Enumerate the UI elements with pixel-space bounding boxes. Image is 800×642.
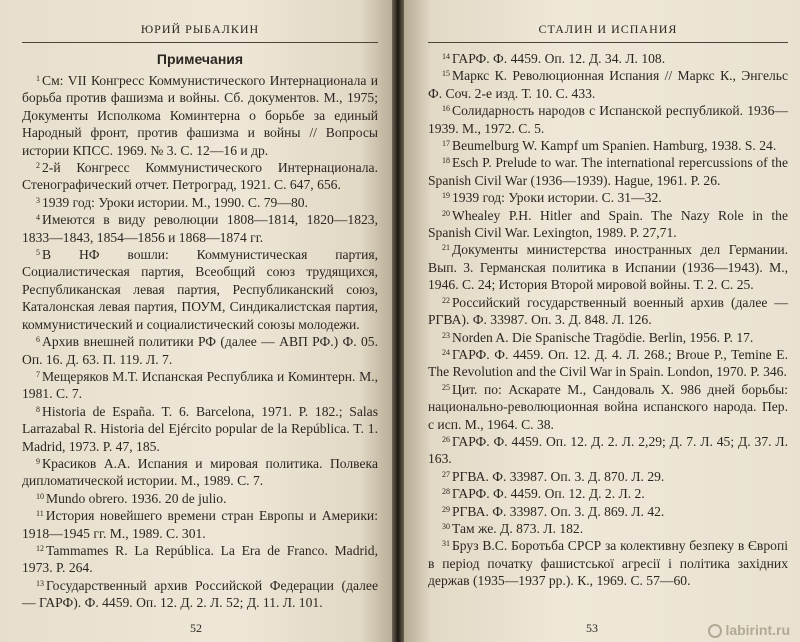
footnote (22, 490, 378, 507)
footnote-number: 13 (36, 578, 44, 588)
footnote (428, 137, 788, 154)
footnote-number: 4 (36, 213, 40, 223)
footnote-text: Архив внешней политики РФ (далее — АВП РФ.) Ф. 05. Оп. 16. Д. 63. П. 119. Л. 7. (22, 334, 378, 367)
notes-list-right (428, 50, 788, 590)
footnote-text: 2-й Конгресс Коммунистического Интернационала. Стенографический отчет. Петроград, 1921. С. 647, 656. (22, 160, 378, 193)
footnote-number: 21 (442, 243, 450, 253)
footnote-text: Norden A. Die Spanische Tragödie. Berlin, 1956. P. 17. (452, 329, 754, 345)
running-head-right: СТАЛИН И ИСПАНИЯ (428, 22, 788, 43)
watermark (708, 622, 790, 638)
footnote (22, 542, 378, 577)
footnote-text: История новейшего времени стран Европы и Америки: 1918—1945 гг. М., 1989. С. 301. (22, 508, 378, 541)
footnote-number: 29 (442, 504, 450, 514)
footnote-text: Документы министерства иностранных дел Германии. Вып. 3. Германская политика в Испании (1936—1943). М., 1946. С. 24; История Второй мировой войны. Т. 2. С. 25. (428, 242, 788, 293)
footnote-text: РГВА. Ф. 33987. Оп. 3. Д. 870. Л. 29. (452, 468, 665, 484)
footnote-text: РГВА. Ф. 33987. Оп. 3. Д. 869. Л. 42. (452, 503, 665, 519)
footnote (428, 520, 788, 537)
footnote-number: 24 (442, 347, 450, 357)
footnote-text: Бруз В.С. Боротьба СРСР за колективну безпеку в Європі в період початку фашистської агресії і політика західних держав (1935—1937 рр.). К., 1969. С. 57—60. (428, 538, 788, 589)
footnote-number: 25 (442, 382, 450, 392)
footnote-number: 12 (36, 543, 44, 553)
footnote (428, 241, 788, 293)
footnote-number: 31 (442, 539, 450, 549)
footnote (428, 294, 788, 329)
footnote-text: Historia de España. T. 6. Barcelona, 1971. P. 182.; Salas Larrazabal R. Historia del Ejército popular de la República. T. 1. Madrid, 1973. P. 47, 185. (22, 403, 378, 454)
footnote-number: 15 (442, 69, 450, 79)
footnote-number: 6 (36, 335, 40, 345)
footnote-number: 18 (442, 156, 450, 166)
footnote-number: 1 (36, 74, 40, 83)
footnote (428, 503, 788, 520)
footnote-text: Маркс К. Революционная Испания // Маркс К., Энгельс Ф. Соч. 2-е изд. Т. 10. С. 433. (428, 68, 788, 101)
footnote-number: 14 (442, 52, 450, 61)
footnote-text: Esch P. Prelude to war. The international repercussions of the Spanish Civil War (1936—1939). Hague, 1961. P. 26. (428, 155, 788, 188)
footnote-text: ГАРФ. Ф. 4459. Оп. 12. Д. 2. Л. 2. (452, 486, 645, 502)
footnote-number: 30 (442, 521, 450, 531)
footnote (428, 154, 788, 189)
page-number-right: 53 (586, 621, 598, 635)
footnote-text: Beumelburg W. Kampf um Spanien. Hamburg, 1938. S. 24. (452, 138, 777, 154)
left-page (0, 0, 392, 642)
footnote (428, 329, 788, 346)
footnote-number: 23 (442, 330, 450, 340)
footnote-text: Мещеряков М.Т. Испанская Республика и Коминтерн. М., 1981. С. 7. (22, 368, 378, 402)
footnote-number: 22 (442, 295, 450, 305)
notes-list-left (22, 72, 378, 612)
footnote-text: Цит. по: Аскарате М., Сандоваль Х. 986 дней борьбы: национально-революционная война испанского народа. Пер. с исп. М., 1964. С. 38. (428, 381, 788, 432)
page-number-left: 52 (190, 621, 202, 635)
footnote-text: 1939 год: Уроки истории. М., 1990. С. 79—80. (42, 194, 308, 210)
footnote-number: 20 (442, 208, 450, 218)
footnote-number: 8 (36, 404, 40, 414)
footnote-text: Государственный архив Российской Федерации (далее — ГАРФ). Ф. 4459. Оп. 12. Д. 2. Л. 52; Д. 11. Л. 101. (22, 577, 378, 611)
footnote-text: 1939 год: Уроки истории. С. 31—32. (452, 190, 662, 206)
footnote-text: См: VII Конгресс Коммунистического Интернационала и борьба против фашизма и войны. Сб. документов. М., 1975; Документы Исполкома Коминтерна о борьбе за единый Народный фронт, против фашизма и войны // Вопросы истории КПСС. 1969. № 3. С. 12—16 и др. (22, 73, 378, 158)
footnote-number: 10 (36, 491, 44, 501)
watermark-text: labirint.ru (725, 622, 790, 638)
footnote-number: 17 (442, 139, 450, 149)
section-title: Примечания (156, 51, 244, 67)
footnote-text: Красиков А.А. Испания и мировая политика. Полвека дипломатической истории. М., 1989. С. 7. (22, 455, 378, 489)
footnote-text: Имеются в виду революции 1808—1814, 1820—1823, 1833—1843, 1854—1856 и 1868—1874 гг. (22, 212, 378, 245)
footnote (428, 381, 788, 433)
footnote-number: 28 (442, 487, 450, 497)
footnote (428, 485, 788, 502)
running-head-left: ЮРИЙ РЫБАЛКИН (22, 22, 378, 43)
footnote (428, 207, 788, 242)
footnote (428, 67, 788, 102)
footnote (22, 455, 378, 490)
footnote-text: Tammames R. La República. La Era de Franco. Madrid, 1973. P. 264. (22, 542, 378, 576)
footnote-text: ГАРФ. Ф. 4459. Оп. 12. Д. 34. Л. 108. (452, 51, 666, 66)
footnote (22, 507, 378, 542)
footnote-number: 27 (442, 469, 450, 479)
labirint-logo-icon (708, 624, 722, 638)
footnote (22, 194, 378, 211)
footnote-text: Mundo obrero. 1936. 20 de julio. (46, 490, 227, 506)
footnote (22, 211, 378, 246)
footnote (428, 468, 788, 485)
footnote (22, 333, 378, 368)
book-gutter (392, 0, 404, 642)
footnote-text: В НФ вошли: Коммунистическая партия, Социалистическая партия, Всеобщий союз трудящихся, Республиканская левая партия, Республиканский союз, Каталонская левая партия, ПОУМ, Синдикалистская партия, коммунистический и социалистический союзы молодежи. (22, 247, 378, 332)
footnote-text: Whealey P.H. Hitler and Spain. The Nazy Role in the Spanish Civil War. Lexington, 1989. P. 27,71. (428, 207, 788, 241)
footnote (428, 102, 788, 137)
footnote (22, 72, 378, 159)
footnote (428, 537, 788, 589)
footnote-number: 7 (36, 369, 40, 379)
footnote-number: 26 (442, 434, 450, 444)
footnote (22, 577, 378, 612)
footnote-text: Российский государственный военный архив (далее — РГВА). Ф. 33987. Оп. 3. Д. 848. Л. 126. (428, 294, 788, 328)
footnote-text: Солидарность народов с Испанской республикой. 1936—1939. М., 1972. С. 5. (428, 103, 788, 136)
footnote (22, 159, 378, 194)
footnote (22, 368, 378, 403)
footnote-number: 2 (36, 161, 40, 171)
footnote-text: Там же. Д. 873. Л. 182. (452, 520, 584, 536)
footnote-number: 5 (36, 248, 40, 258)
footnote-text: ГАРФ. Ф. 4459. Оп. 12. Д. 2. Л. 2,29; Д. 7. Л. 45; Д. 37. Л. 163. (428, 433, 788, 467)
footnote-number: 3 (36, 195, 40, 205)
right-page (404, 0, 800, 642)
footnote (428, 346, 788, 381)
footnote (22, 246, 378, 333)
footnote (428, 189, 788, 206)
footnote-text: ГАРФ. Ф. 4459. Оп. 12. Д. 4. Л. 268.; Broue P., Temine E. The Revolution and the Civil War in Spain. London, 1970. P. 346. (428, 346, 788, 380)
footnote (22, 403, 378, 455)
footnote-number: 9 (36, 456, 40, 466)
footnote (428, 50, 788, 67)
footnote (428, 433, 788, 468)
footnote-number: 16 (442, 104, 450, 114)
footnote-number: 19 (442, 191, 450, 201)
footnote-number: 11 (36, 509, 44, 519)
